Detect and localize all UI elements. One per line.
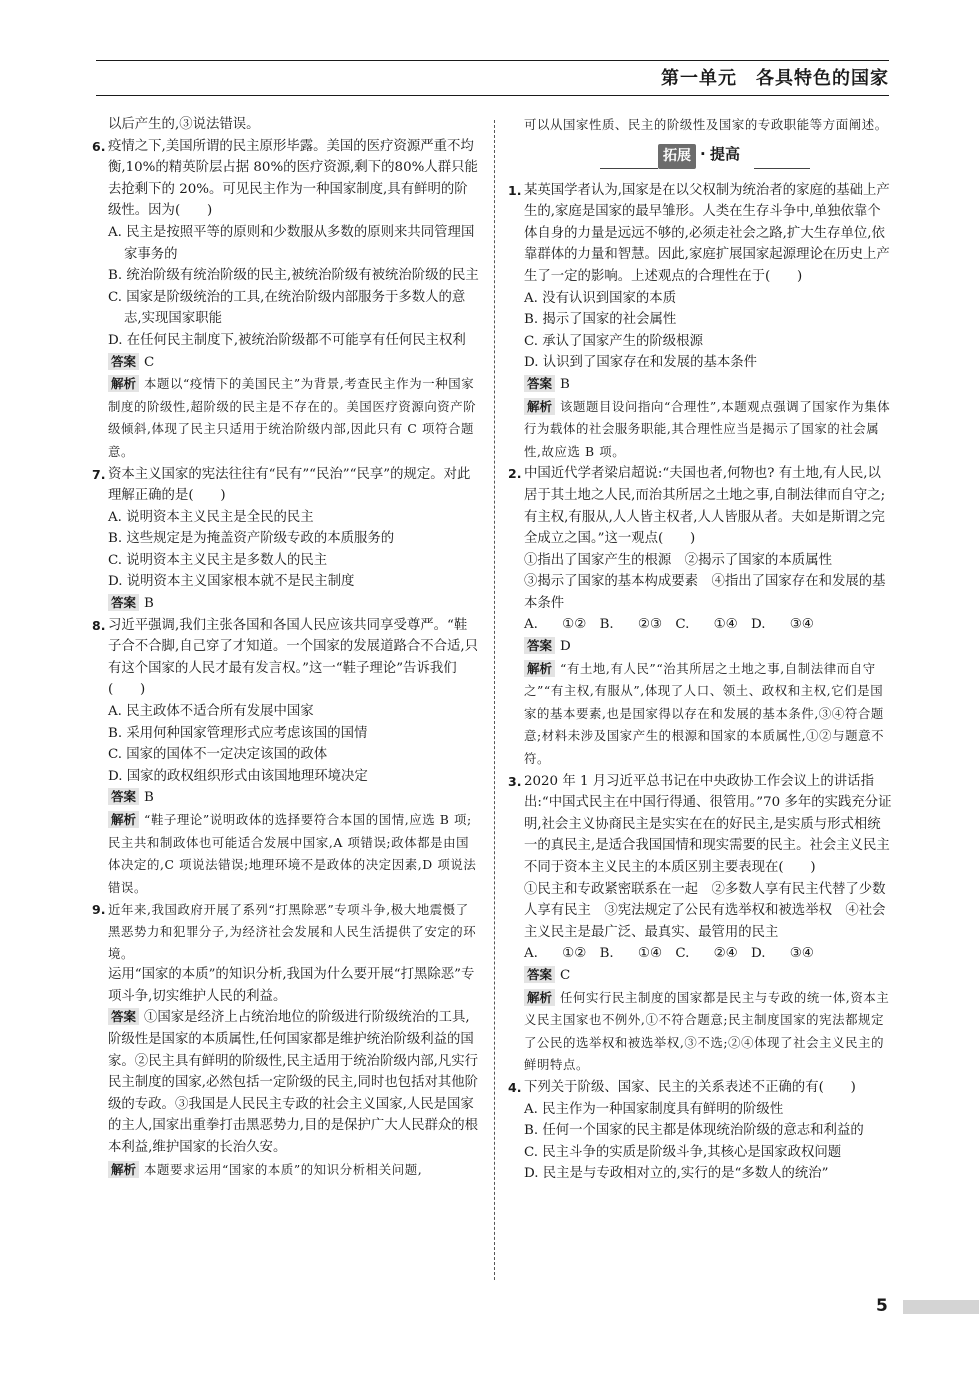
option-b: B. 任何一个国家的民主都是体现统治阶级的意志和利益的 [524,1123,864,1139]
option-b: B. 统治阶级有统治阶级的民主,被统治阶级有被统治阶级的民主 [108,268,479,284]
answer-row [92,787,480,809]
right-column [508,114,894,1185]
column-divider [494,120,495,1280]
option-row: A. ①② B. ②③ C. ①④ D. ③④ [524,617,814,633]
answer-row [508,374,894,396]
section-banner [508,140,894,174]
option-d: D. 认识到了国家存在和发展的基本条件 [524,355,758,371]
option-a: A. 民主政体不适合所有发展中国家 [108,704,314,720]
question-6 [92,136,480,222]
explanation [92,1159,480,1182]
answer-value: C [144,354,155,370]
answer-tag: 答案 [108,353,139,370]
left-column [92,114,480,1181]
explanation-text: “鞋子理论”说明政体的选择要符合本国的国情,应选 B 项;民主共和制政体也可能适合发展中国家,A 项错误;政体都是由国体决定的,C 项说法错误;地理环境不是政体的决定因素,D 项说法错误。 [108,812,477,895]
answer-value: ①国家是经济上占统治地位的阶级进行阶级统治的工具,阶级性是国家的本质属性,任何国家都是维护统治阶级利益的国家。②民主具有鲜明的阶级性,民主适用于统治阶级内部,凡实行民主制度的国家,必然包括一定阶级的民主,同时也包括对其他阶级的专政。③我国是人民民主专政的社会主义国家,人民是国家的主人,国家出重拳打击黑恶势力,目的是保护广大人民群众的根本利益,维护国家的长治久安。 [108,1010,479,1155]
explanation-text: 本题以“疫情下的美国民主”为背景,考查民主作为一种国家制度的阶级性,超阶级的民主是不存在的。美国医疗资源向资产阶级倾斜,体现了民主只适用于统治阶级内部,因此只有 C 项符合题意。 [108,376,477,459]
explanation-text: “有土地,有人民”“治其所居之土地之事,自制法律而自守之”“有主权,有服从”,体现了人口、领土、政权和主权,它们是国家的基本要素,也是国家得以存在和发展的基本条件,③④符合题意;材料未涉及国家产生的根源和国家的本质属性,①②与题意不符。 [524,660,885,767]
explanation-text: 本题要求运用“国家的本质”的知识分析相关问题, [144,1161,423,1177]
explanation-tag: 解析 [108,1161,139,1178]
answer-value: D [560,639,571,655]
banner-dot: · [700,144,706,163]
banner-label: 提高 [710,144,741,163]
option-c: C. 国家的国体不一定决定该国的政体 [108,747,328,763]
question-1 [508,180,894,288]
answer-row [508,636,894,658]
answer-row [92,1007,480,1158]
option-row: A. ①② B. ①④ C. ②④ D. ③④ [524,946,814,962]
question-9 [92,899,480,964]
question-number: 6. [92,138,106,154]
continued-text: 以后产生的,③说法错误。 [108,117,260,132]
banner-line-left [600,168,658,169]
answer-tag: 答案 [108,788,139,805]
option-c: C. 国家是阶级统治的工具,在统治阶级内部服务于多数人的意志,实现国家职能 [108,289,466,327]
answer-tag: 答案 [524,637,555,654]
question-stem: 下列关于阶级、国家、民主的关系表述不正确的有( ) [524,1079,856,1095]
question-number: 3. [508,773,522,789]
option-d: D. 说明资本主义国家根本就不是民主制度 [108,574,355,590]
question-stem: 2020 年 1 月习近平总书记在中央政协工作会议上的讲话指出:“中国式民主在中国行得通、很管用。”70 多年的实践充分证明,社会主义协商民主是实实在在的好民主,是实质与形式相统一的真民主,是适合我国国情和现实需要的民主。社会主义民主不同于资本主义民主的本质区别主要表现在( ) [524,773,892,875]
page-title: 第一单元 各具特色的国家 [661,68,889,89]
option-b: B. 这些规定是为掩盖资产阶级专政的本质服务的 [108,531,395,547]
option-a: A. 民主作为一种国家制度具有鲜明的阶级性 [524,1101,784,1117]
answer-row [508,965,894,987]
answer-value: B [144,790,154,806]
explanation-tag: 解析 [524,989,555,1006]
explanation-tag: 解析 [108,375,139,392]
answer-tag: 答案 [108,1008,139,1025]
banner-line-right [754,168,810,169]
explanation-text: 该题题目设问指向“合理性”,本题观点强调了国家作为集体行为载体的社会服务职能,其合理性应当是揭示了国家的社会属性,故应选 B 项。 [524,398,891,459]
answer-tag: 答案 [524,966,555,983]
question-number: 9. [92,902,106,918]
question-stem: 资本主义国家的宪法往往有“民有”“民治”“民享”的规定。对此理解正确的是( ) [108,466,471,504]
continued-text: 可以从国家性质、民主的阶级性及国家的专政职能等方面阐述。 [524,117,888,132]
question-3 [508,771,894,879]
question-stem: 疫情之下,美国所谓的民主原形毕露。美国的医疗资源严重不均衡,10%的精英阶层占据 80%的医疗资源,剩下的80%人群只能去抢剩下的 20%。可见民主作为一种国家制度,具有鲜明的阶级性。因为( ) [108,138,478,219]
option-d: D. 国家的政权组织形式由该国地理环境决定 [108,768,368,784]
explanation [508,396,894,464]
explanation [508,987,894,1077]
explanation-tag: 解析 [108,811,139,828]
answer-value: B [144,596,154,612]
header-rule-top [96,60,889,61]
answer-row [92,593,480,615]
question-stem: 某英国学者认为,国家是在以父权制为统治者的家庭的基础上产生的,家庭是国家的最早雏形。人类在生存斗争中,单独依靠个体自身的力量是远远不够的,必须走社会之路,扩大生存单位,依靠群体的力量和智慧。因此,家庭扩展国家起源理论在历史上产生了一定的影响。上述观点的合理性在于( ) [524,182,890,284]
explanation-text: 任何实行民主制度的国家都是民主与专政的统一体,资本主义民主国家也不例外,①不符合题意;民主制度国家的宪法都规定了公民的选举权和被选举权,③不选;②④体现了社会主义民主的鲜明特点。 [524,989,890,1073]
explanation [508,658,894,771]
banner-label-box: 拓展 [658,144,696,170]
question-prompt: 运用“国家的本质”的知识分析,我国为什么要开展“打黑除恶”专项斗争,切实维护人民的利益。 [108,967,475,1004]
option-c: C. 承认了国家产生的阶级根源 [524,333,703,349]
question-4 [508,1077,894,1099]
page-number-bar [903,1300,979,1314]
question-stem: 近年来,我国政府开展了系列“打黑除恶”专项斗争,极大地震慑了黑恶势力和犯罪分子,为经济社会发展和人民生活提供了安定的环境。 [108,902,477,961]
answer-value: C [560,967,571,983]
question-8 [92,615,480,701]
option-a: A. 说明资本主义民主是全民的民主 [108,509,314,525]
question-2 [508,463,894,549]
explanation-tag: 解析 [524,398,555,415]
option-d: D. 在任何民主制度下,被统治阶级都不可能享有任何民主权利 [108,332,466,348]
option-a: A. 民主是按照平等的原则和少数服从多数的原则来共同管理国家事务的 [108,224,475,262]
question-7 [92,464,480,507]
answer-value: B [560,376,570,392]
question-number: 7. [92,466,106,482]
statement-line: ①指出了国家产生的根源 ②揭示了国家的本质属性 [524,552,832,568]
question-stem: 中国近代学者梁启超说:“夫国也者,何物也? 有土地,有人民,以居于其土地之人民,而治其所居之土地之事,自制法律而自守之;有主权,有服从,人人皆主权者,人人皆服从者。夫如是斯谓之完全成立之国。”这一观点( ) [524,466,886,547]
answer-tag: 答案 [108,594,139,611]
question-number: 4. [508,1079,522,1095]
option-b: B. 采用何种国家管理形式应考虑该国的国情 [108,725,368,741]
answer-row [92,352,480,374]
explanation [92,809,480,899]
statement-line: ③揭示了国家的基本构成要素 ④指出了国家存在和发展的基本条件 [524,574,886,611]
page-number: 5 [876,1296,888,1316]
header-rule-bottom [96,95,889,96]
explanation [92,373,480,463]
question-number: 1. [508,182,522,198]
option-c: C. 说明资本主义民主是多数人的民主 [108,552,328,568]
answer-tag: 答案 [524,375,555,392]
option-c: C. 民主斗争的实质是阶级斗争,其核心是国家政权问题 [524,1144,842,1160]
statement-line: ①民主和专政紧密联系在一起 ②多数人享有民主代替了少数人享有民主 ③宪法规定了公民有选举权和被选举权 ④社会主义民主是最广泛、最真实、最管用的民主 [524,881,886,940]
question-stem: 习近平强调,我们主张各国和各国人民应该共同享受尊严。“鞋子合不合脚,自己穿了才知道。一个国家的发展道路合不合适,只有这个国家的人民才最有发言权。”这一“鞋子理论”告诉我们( ) [108,617,479,698]
question-number: 2. [508,466,522,482]
option-b: B. 揭示了国家的社会属性 [524,312,677,328]
explanation-tag: 解析 [524,660,555,677]
question-number: 8. [92,617,106,633]
option-d: D. 民主是与专政相对立的,实行的是“多数人的统治” [524,1166,829,1182]
option-a: A. 没有认识到国家的本质 [524,290,677,306]
